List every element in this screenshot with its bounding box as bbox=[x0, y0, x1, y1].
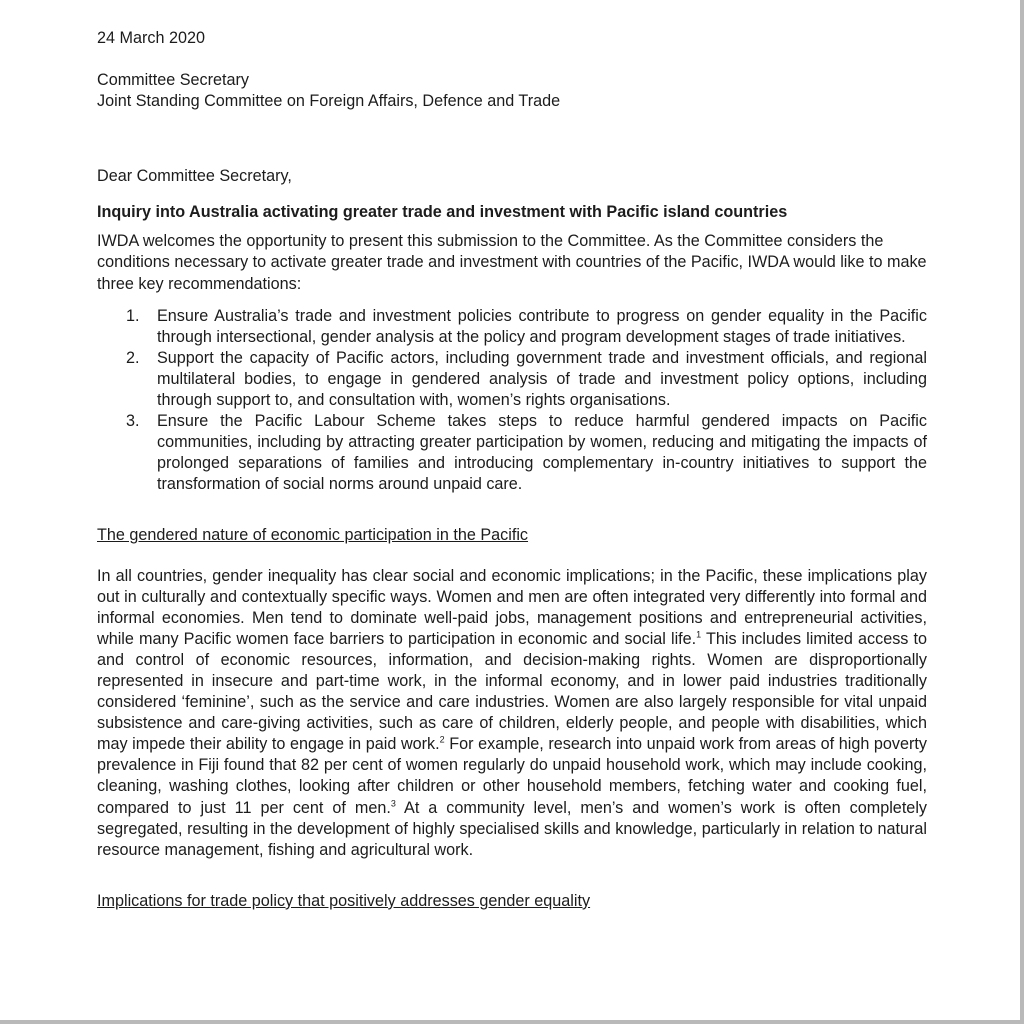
section-heading-gendered-participation: The gendered nature of economic participation in the Pacific bbox=[97, 526, 529, 544]
salutation: Dear Committee Secretary, bbox=[97, 166, 292, 185]
letter-date: 24 March 2020 bbox=[97, 29, 205, 47]
letter-body bbox=[97, 28, 927, 912]
recommendation-number: 1. bbox=[126, 307, 140, 325]
recipient-block bbox=[97, 70, 927, 113]
recommendation-number: 2. bbox=[126, 349, 140, 367]
paragraph-text: In all countries, gender inequality has clear social and economic implications; in the Pacific, these implications play out in culturally and contextually specific ways. Women and men are often integrated very differently into formal and informal economies. Men tend to dominate well-paid jobs, management positions and entrepreneurial activities, while many Pacific women face barriers to participation in economic and social life. bbox=[97, 566, 927, 648]
section-heading-trade-policy: Implications for trade policy that positively addresses gender equality bbox=[97, 891, 591, 910]
subject-heading: Inquiry into Australia activating greater trade and investment with Pacific island countries bbox=[97, 203, 788, 221]
recommendation-text: Support the capacity of Pacific actors, including government trade and investment officials, and regional multilateral bodies, to engage in gendered analysis of trade and investment policy options, including through support to, and consultation with, women’s rights organisations. bbox=[157, 349, 927, 409]
intro-paragraph: IWDA welcomes the opportunity to present this submission to the Committee. As the Committee considers the conditions necessary to activate greater trade and investment with countries of the Pacific, IWDA would like to make three key recommendations: bbox=[97, 231, 927, 293]
body-paragraph bbox=[97, 566, 927, 861]
footnote-marker: 1 bbox=[696, 629, 702, 640]
recommendation-text: Ensure Australia’s trade and investment policies contribute to progress on gender equality in the Pacific through intersectional, gender analysis at the policy and program development stages of trade initiatives. bbox=[157, 307, 927, 346]
footnote-marker: 2 bbox=[439, 734, 445, 745]
recommendation-item bbox=[126, 411, 927, 495]
recommendation-item bbox=[126, 348, 927, 411]
recipient-title: Committee Secretary bbox=[97, 70, 250, 89]
paragraph-text: At a community level, men’s and women’s work is often completely segregated, resulting in the development of highly specialised skills and knowledge, particularly in relation to natural resource management, fishing and agricultural work. bbox=[97, 798, 928, 859]
footnote-marker: 3 bbox=[390, 798, 396, 809]
recommendations-list bbox=[97, 306, 927, 495]
paragraph-text: For example, research into unpaid work from areas of high poverty prevalence in Fiji found that 82 per cent of women regularly do unpaid household work, which may include cooking, cleaning, washing clothes, looking after children or other household members, fetching water and cooking fuel, compared to just 11 per cent of men. bbox=[97, 735, 927, 817]
recipient-committee: Joint Standing Committee on Foreign Affairs, Defence and Trade bbox=[97, 92, 561, 110]
recommendation-text: Ensure the Pacific Labour Scheme takes steps to reduce harmful gendered impacts on Pacific communities, including by attracting greater participation by women, reducing and mitigating the impacts of prolonged separations of families and introducing complementary in-country initiatives to support the transformation of social norms around unpaid care. bbox=[157, 412, 927, 493]
recommendation-item bbox=[126, 306, 927, 348]
recommendation-number: 3. bbox=[126, 412, 140, 430]
paragraph-text: This includes limited access to and control of economic resources, information, and decision-making rights. Women are disproportionally represented in insecure and part-time work, in the informal economy, and in lower paid industries traditionally considered ‘feminine’, such as the service and care industries. Women are also largely responsible for vital unpaid subsistence and care-giving activities, such as care of children, elderly people, and people with disabilities, which may impede their ability to engage in paid work. bbox=[97, 629, 927, 754]
